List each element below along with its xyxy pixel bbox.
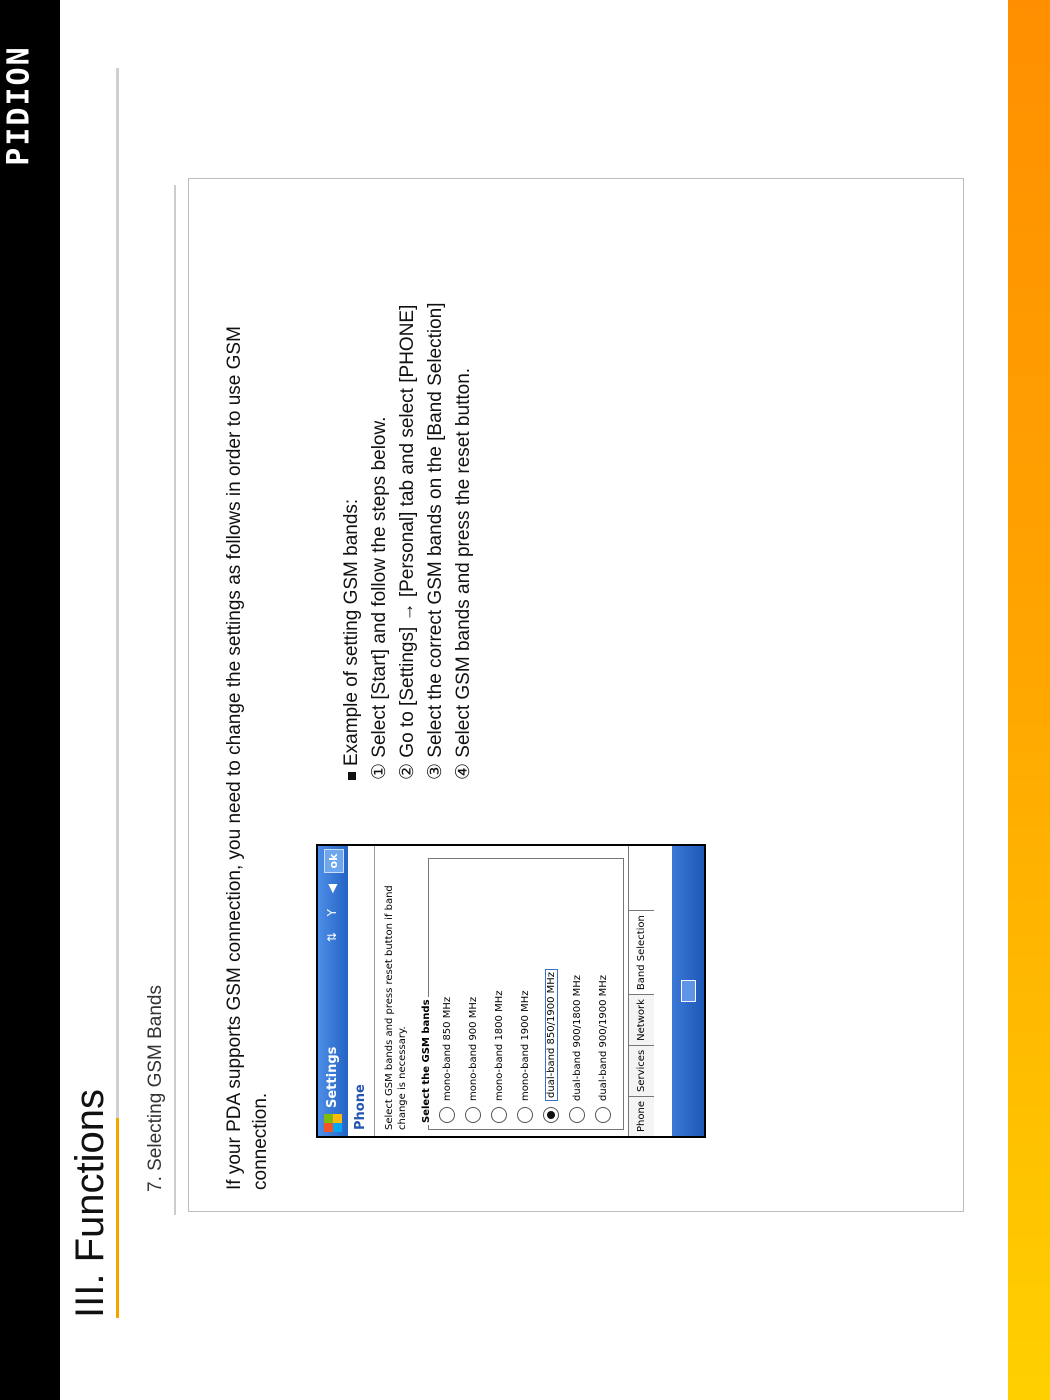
intro-text: If your PDA supports GSM connection, you need to change the settings as follows in order to use GSM connection. [224, 326, 271, 1190]
tab-phone[interactable]: Phone [629, 1096, 654, 1136]
title-underline [116, 68, 119, 1318]
radio-checked-icon[interactable] [543, 1107, 559, 1123]
radio-icon[interactable] [465, 1107, 481, 1123]
bullet-icon [348, 772, 356, 780]
radio-icon[interactable] [595, 1107, 611, 1123]
option-mono-900[interactable]: mono-band 900 MHz [463, 997, 485, 1123]
step-3: ③ Select the correct GSM bands on the [Band Selection] [425, 302, 446, 780]
option-mono-1800[interactable]: mono-band 1800 MHz [489, 991, 511, 1123]
option-mono-1900[interactable]: mono-band 1900 MHz [515, 991, 537, 1123]
tab-network[interactable]: Network [629, 994, 654, 1045]
keyboard-icon[interactable] [681, 980, 696, 1002]
pda-title: Settings [325, 1046, 340, 1108]
gsm-band-group [421, 858, 624, 1130]
pda-subtitle: Phone [348, 846, 375, 1136]
pda-tab-bar [628, 846, 655, 1136]
example-heading: Example of setting GSM bands: [338, 302, 366, 780]
example-steps [338, 302, 478, 780]
subsection-title: 7. Selecting GSM Bands [145, 985, 166, 1192]
subsection-divider [174, 185, 176, 1215]
radio-icon[interactable] [439, 1107, 455, 1123]
step-2: ② Go to [Settings] → [Personal] tab and select [PHONE] [397, 304, 418, 780]
step-4: ④ Select GSM bands and press the reset button. [453, 367, 474, 780]
status-icons: ⇅ Y ◀ [325, 878, 339, 943]
windows-start-icon[interactable] [324, 1114, 342, 1132]
radio-icon[interactable] [491, 1107, 507, 1123]
radio-icon[interactable] [517, 1107, 533, 1123]
pda-description: Select GSM bands and press reset button if band change is necessary. [384, 885, 408, 1130]
left-brand-band [0, 0, 60, 1400]
option-mono-850[interactable]: mono-band 850 MHz [437, 997, 459, 1123]
step-1: ① Select [Start] and follow the steps below. [369, 416, 390, 780]
group-label: Select the GSM bands [421, 999, 432, 1123]
ok-button[interactable]: ok [324, 849, 344, 873]
tab-band-selection[interactable]: Band Selection [629, 910, 654, 994]
pda-menu-bar [672, 846, 704, 1136]
section-title: III. Functions [68, 1089, 112, 1318]
pda-screenshot [316, 844, 706, 1138]
option-dual-900-1900[interactable]: dual-band 900/1900 MHz [593, 975, 615, 1123]
pda-title-bar [318, 846, 348, 1136]
right-gradient-band [1008, 0, 1050, 1400]
option-dual-850-1900[interactable]: dual-band 850/1900 MHz [541, 969, 563, 1123]
rotated-page [60, 0, 1008, 1400]
option-dual-900-1800[interactable]: dual-band 900/1800 MHz [567, 975, 589, 1123]
radio-icon[interactable] [569, 1107, 585, 1123]
tab-services[interactable]: Services [629, 1045, 654, 1096]
pidion-logo: PIDION [1, 45, 37, 166]
